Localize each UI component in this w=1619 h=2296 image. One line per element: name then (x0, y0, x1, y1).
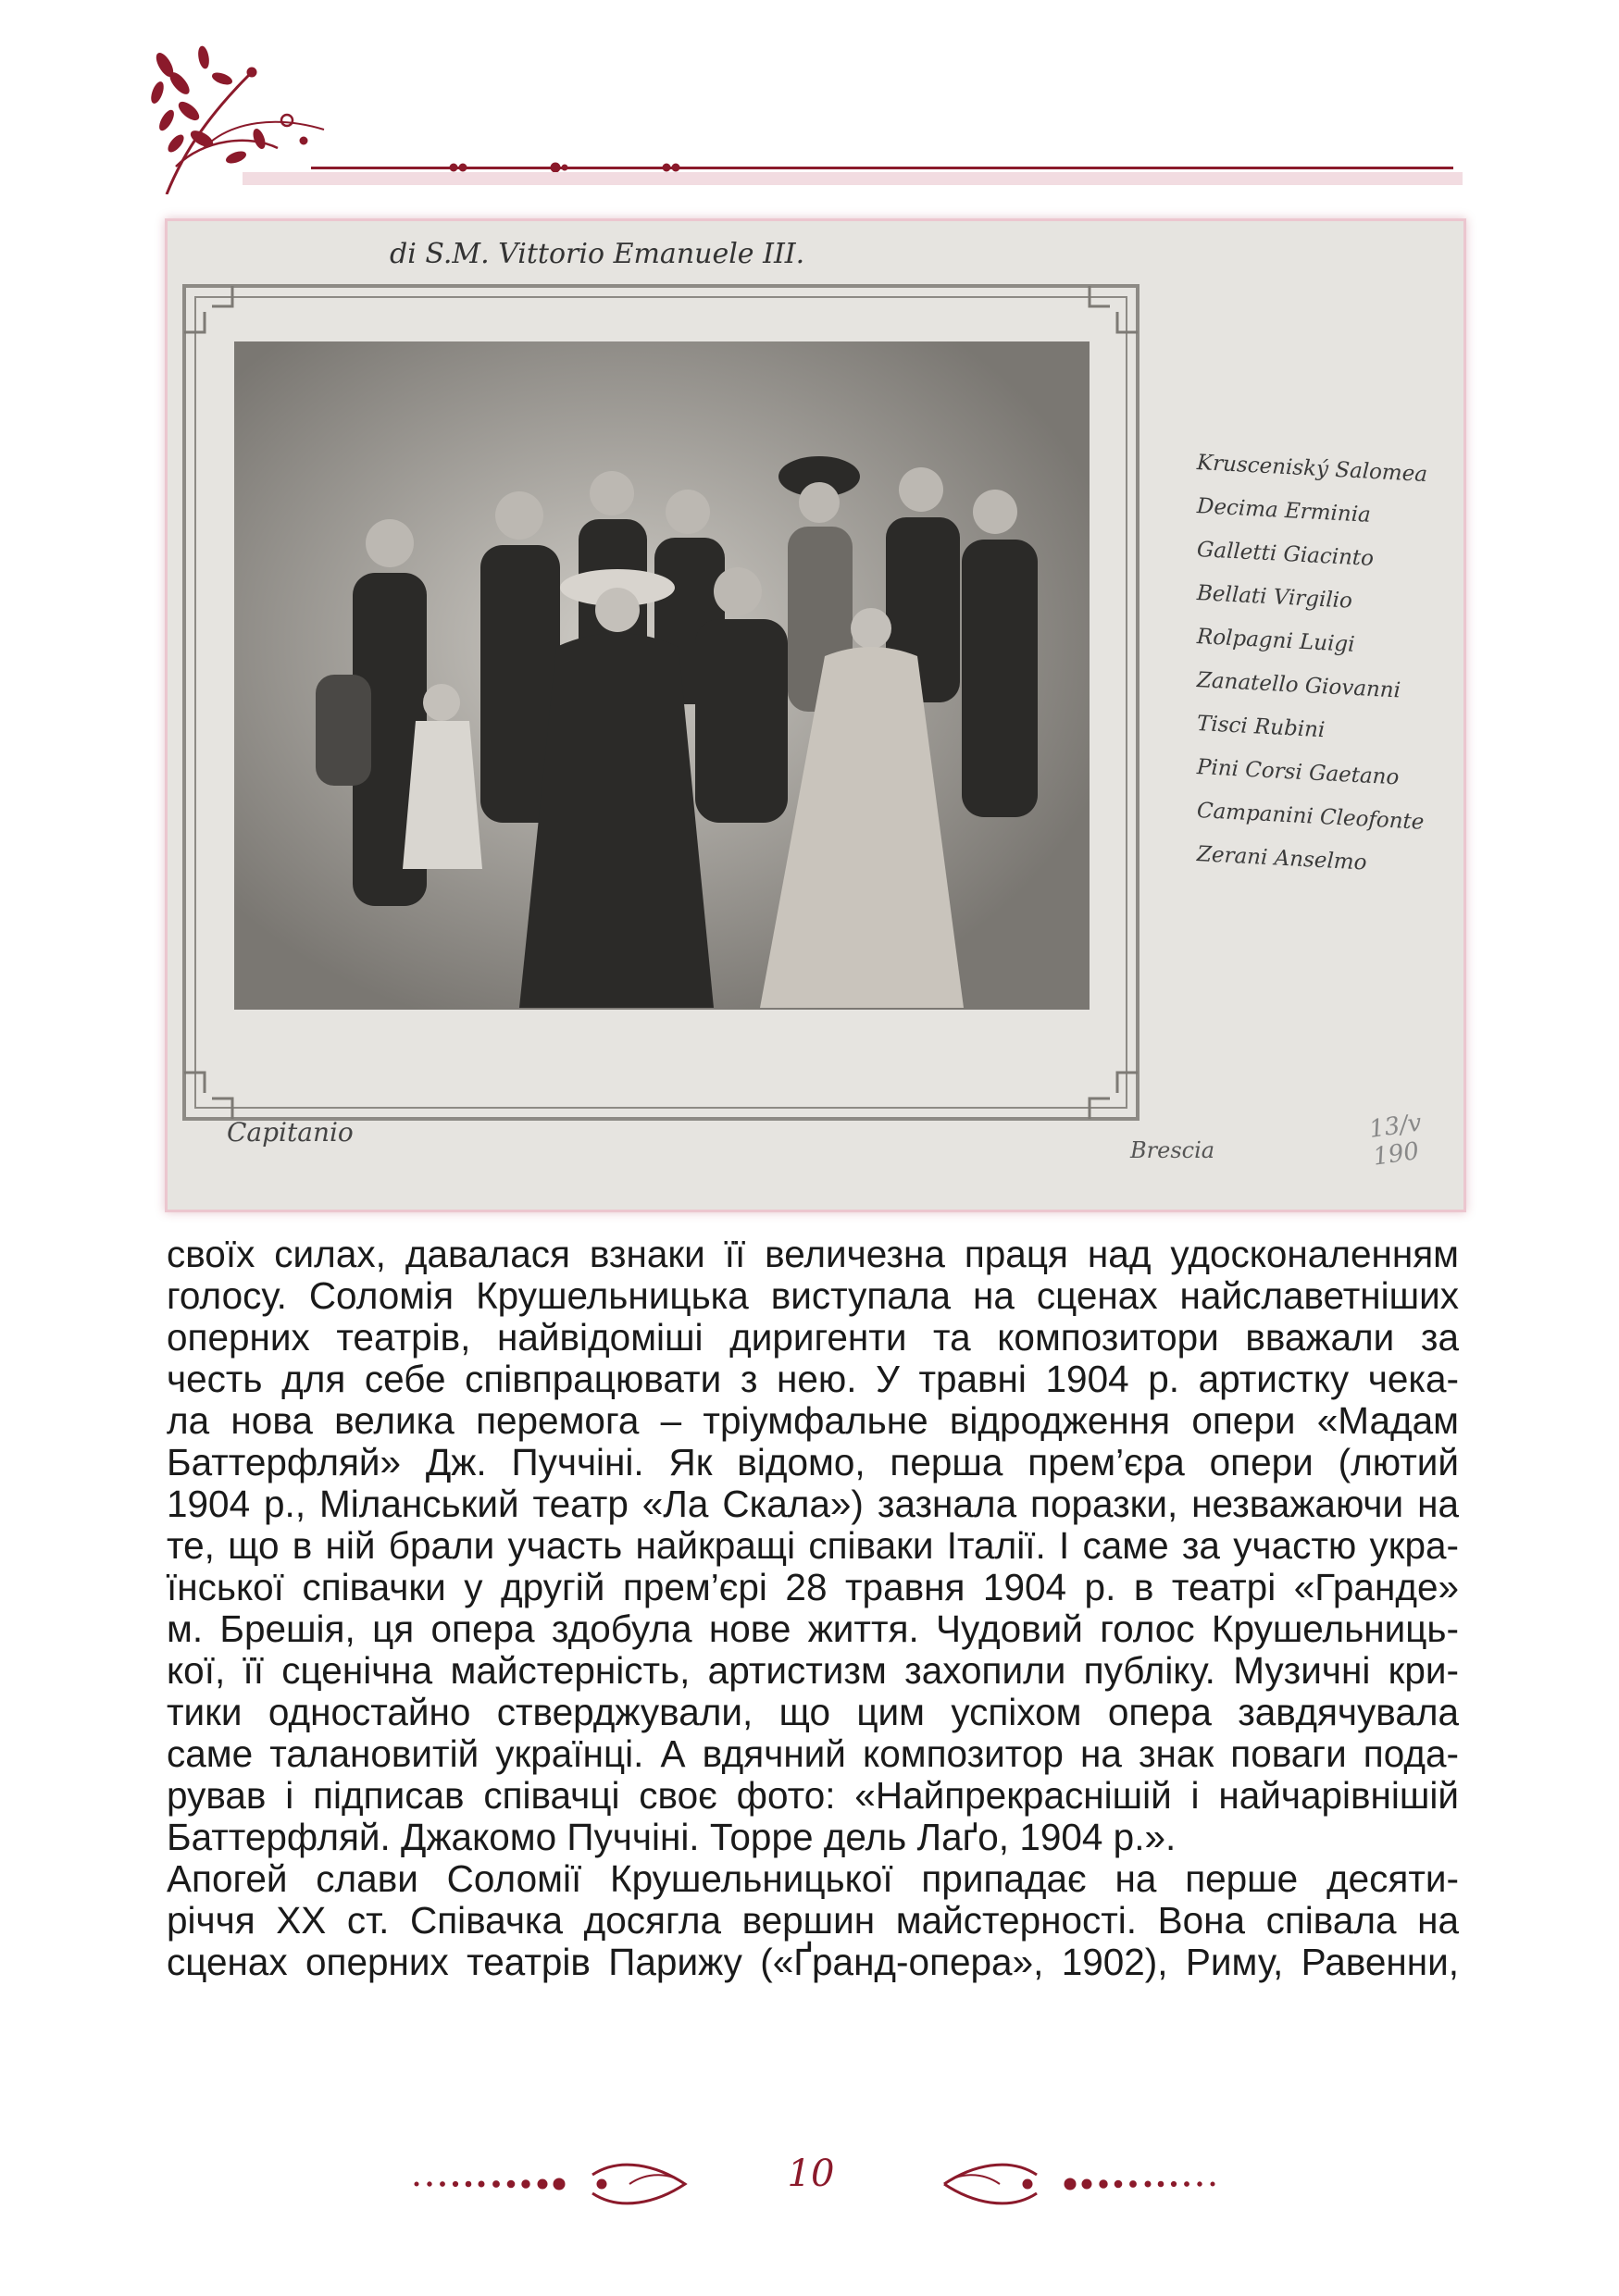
handwritten-name: Zanatello Giovanni (1196, 668, 1401, 703)
handwritten-name: Campanini Cleofonte (1196, 799, 1426, 835)
header-ornament (148, 37, 1463, 194)
handwritten-name: Rolpagni Luigi (1196, 625, 1356, 657)
text-line: саме талановитій українці. А вдячний композитор на знак поваги пода- (167, 1732, 1459, 1775)
handwritten-name: Tisci Rubini (1196, 712, 1326, 743)
text-line: своїх силах, давалася взнаки її величезна праця над удосконаленням (167, 1233, 1459, 1275)
page-number: 10 (787, 2153, 835, 2195)
handwritten-name: Decima Erminia (1196, 494, 1372, 527)
text-line: Баттерфляй» Дж. Пуччіні. Як відомо, перша прем’єра опери (лютий (167, 1441, 1459, 1483)
text-line: ла нова велика перемога – тріумфальне відродження опери «Мадам (167, 1399, 1459, 1442)
city-stamp: Brescia (1130, 1137, 1215, 1163)
handwritten-name: Krusceniský Salomea (1196, 451, 1428, 488)
text-line: Апогей слави Соломії Крушельницької припадає на перше десяти- (167, 1857, 1459, 1900)
text-line: рував і підписав співачці своє фото: «Найпрекраснішій і найчарівнішій (167, 1774, 1459, 1817)
historical-group-photo (165, 218, 1466, 1212)
handwritten-names (1197, 441, 1456, 876)
pencil-note: 13/v 190 (1367, 1109, 1424, 1172)
text-line: тики одностайно стверджували, що цим успіхом опера завдячувала (167, 1691, 1459, 1733)
handwritten-name: Galletti Giacinto (1196, 538, 1375, 571)
handwritten-name: Pini Corsi Gaetano (1196, 755, 1400, 790)
body-text (167, 1234, 1459, 1983)
text-line: те, що в ній брали участь найкращі співаки Італії. І саме за участю укра- (167, 1524, 1459, 1567)
handwritten-name: Zerani Anselmo (1196, 842, 1368, 875)
text-line: їнської співачки у другій прем’єрі 28 травня 1904 р. в театрі «Гранде» (167, 1566, 1459, 1608)
text-line: річчя ХХ ст. Співачка досягла вершин майстерності. Вона співала на (167, 1899, 1459, 1942)
text-line: Баттерфляй. Джакомо Пуччіні. Торре дель Лаґо, 1904 р.». (167, 1816, 1177, 1858)
text-line: честь для себе співпрацювати з нею. У травні 1904 р. артистку чека- (167, 1358, 1459, 1400)
text-line: 1904 р., Міланський театр «Ла Скала») зазнала поразки, незважаючи на (167, 1483, 1459, 1525)
text-line: кої, її сценічна майстерність, артистизм захопили публіку. Музичні кри- (167, 1649, 1459, 1692)
text-line: сценах оперних театрів Парижу («Ґранд-опера», 1902), Риму, Равенни, (167, 1941, 1459, 1983)
handwritten-name: Bellati Virgilio (1196, 581, 1353, 614)
photographer-stamp: Capitanio (227, 1117, 354, 1148)
text-line: голосу. Соломія Крушельницька виступала на сценах найславетніших (167, 1274, 1459, 1317)
text-line: оперних театрів, найвідоміші диригенти та композитори вважали за (167, 1316, 1459, 1359)
photo-caption-top: di S.M. Vittorio Emanuele III. (390, 238, 805, 270)
header-rule (243, 172, 1463, 185)
text-line: м. Брешія, ця опера здобула нове життя. Чудовий голос Крушельниць- (167, 1607, 1459, 1650)
